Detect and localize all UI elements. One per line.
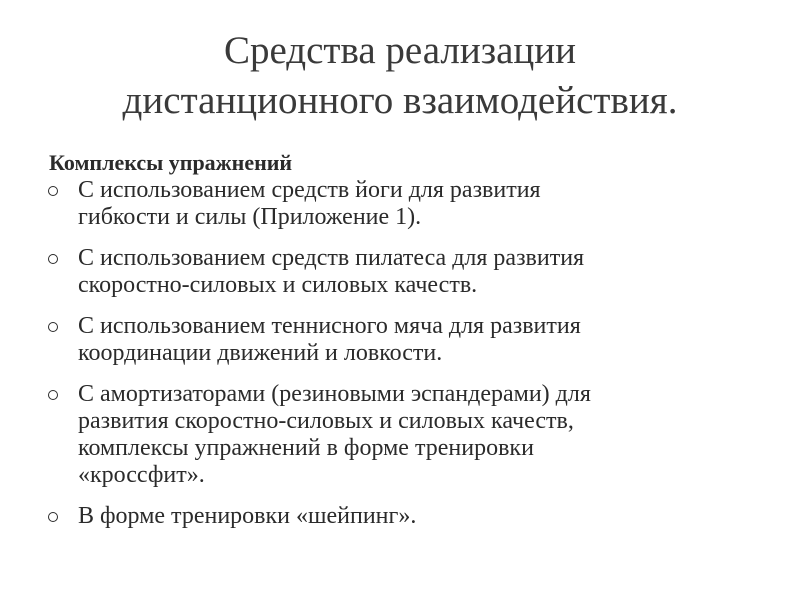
hollow-circle-bullet-icon	[48, 254, 58, 264]
list-item-line: скоростно-силовых и силовых качеств.	[78, 272, 478, 298]
slide-title	[0, 26, 800, 126]
list-item-line: В форме тренировки «шейпинг».	[78, 503, 417, 529]
list-item-line: С использованием средств пилатеса для развития	[78, 245, 585, 271]
list-item	[46, 313, 746, 367]
subheading: Комплексы упражнений	[49, 150, 293, 175]
hollow-circle-bullet-icon	[48, 512, 58, 522]
list-item-line: С использованием теннисного мяча для развития	[78, 313, 581, 339]
list-item-line: развития скоростно-силовых и силовых качеств,	[78, 408, 574, 434]
hollow-circle-bullet-icon	[48, 322, 58, 332]
list-item	[46, 245, 746, 299]
list-item-line: С использованием средств йоги для развития	[78, 177, 541, 203]
list-item-line: комплексы упражнений в форме тренировки	[78, 435, 534, 461]
hollow-circle-bullet-icon	[48, 186, 58, 196]
list-item	[46, 503, 746, 530]
list-item-line: координации движений и ловкости.	[78, 340, 443, 366]
hollow-circle-bullet-icon	[48, 390, 58, 400]
list-item	[46, 381, 746, 489]
title-line-1: Средства реализации	[223, 29, 577, 72]
list-item-line: «кроссфит».	[78, 462, 205, 488]
list-item-line: С амортизаторами (резиновыми эспандерами) для	[78, 381, 591, 407]
list-item-line: гибкости и силы (Приложение 1).	[78, 204, 422, 230]
list-item	[46, 177, 746, 231]
bullet-list	[46, 177, 746, 530]
title-line-2: дистанционного взаимодействия.	[122, 79, 678, 122]
slide-body	[46, 150, 746, 544]
